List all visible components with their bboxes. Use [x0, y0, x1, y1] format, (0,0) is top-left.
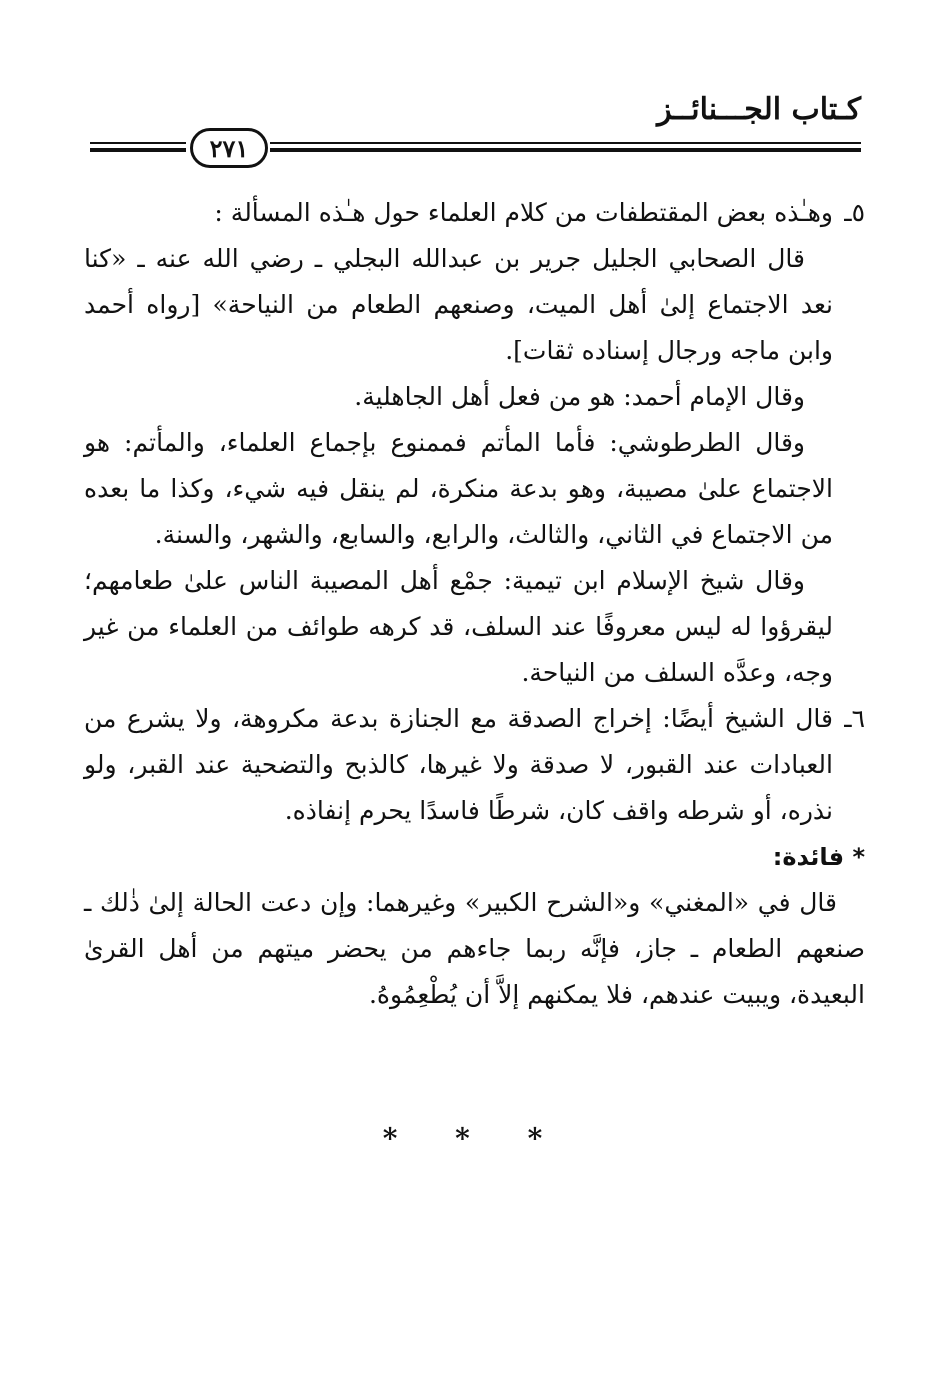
item-number-5: ٥ـ — [844, 198, 865, 227]
paragraph-5-intro — [84, 190, 865, 236]
page-number-frame — [186, 124, 270, 170]
page-body — [84, 190, 865, 1018]
running-header-title: كـتاب الجـــنائــز — [657, 92, 861, 127]
paragraph-text: وهـٰذه بعض المقتطفات من كلام العلماء حول هـٰذه المسألة : — [214, 198, 833, 227]
paragraph-text: قال الشيخ أيضًا: إخراج الصدقة مع الجنازة بدعة مكروهة، ولا يشرع من العبادات عند القبور، لا صدقة ولا غيرها، كالذبح والتضحية عند القبر، ولو نذره، أو شرطه واقف كان، شرطًا فاسدًا يحرم إنفاذه. — [84, 704, 833, 825]
paragraph-jarir: قال الصحابي الجليل جرير بن عبدالله البجلي ـ رضي الله عنه ـ «كنا نعد الاجتماع إلىٰ أهل الميت، وصنعهم الطعام من النياحة» [رواه أحمد وابن ماجه ورجال إسناده ثقات]. — [84, 244, 833, 365]
paragraph-benefit: قال في «المغني» و«الشرح الكبير» وغيرهما: وإن دعت الحالة إلىٰ ذٰلك ـ صنعهم الطعام ـ جاز، فإنَّه ربما جاءهم من يحضر ميتهم من أهل القرىٰ البعيدة، ويبيت عندهم، فلا يمكنهم إلاَّ أن يُطْعِمُوهُ. — [84, 888, 865, 1009]
benefit-heading: * فائدة: — [772, 843, 865, 871]
paragraph-6 — [84, 696, 865, 834]
section-end-stars: * * * — [382, 1122, 567, 1155]
paragraph-ahmad: وقال الإمام أحمد: هو من فعل أهل الجاهلية. — [354, 382, 805, 411]
item-number-6: ٦ـ — [844, 704, 865, 733]
page-number: ٢٧١ — [190, 128, 268, 168]
paragraph-ibn-taymiyya: وقال شيخ الإسلام ابن تيمية: جمْع أهل المصيبة الناس علىٰ طعامهم؛ ليقرؤوا له ليس معروفًا عند السلف، قد كرهه طوائف من العلماء من غير وجه، وعدَّه السلف من النياحة. — [84, 566, 833, 687]
paragraph-tartushi: وقال الطرطوشي: فأما المأتم فممنوع بإجماع العلماء، والمأتم: هو الاجتماع علىٰ مصيبة، وهو بدعة منكرة، لم ينقل فيه شيء، وكذا ما بعده من الاجتماع في الثاني، والثالث، والرابع، والسابع، والشهر، والسنة. — [84, 428, 833, 549]
